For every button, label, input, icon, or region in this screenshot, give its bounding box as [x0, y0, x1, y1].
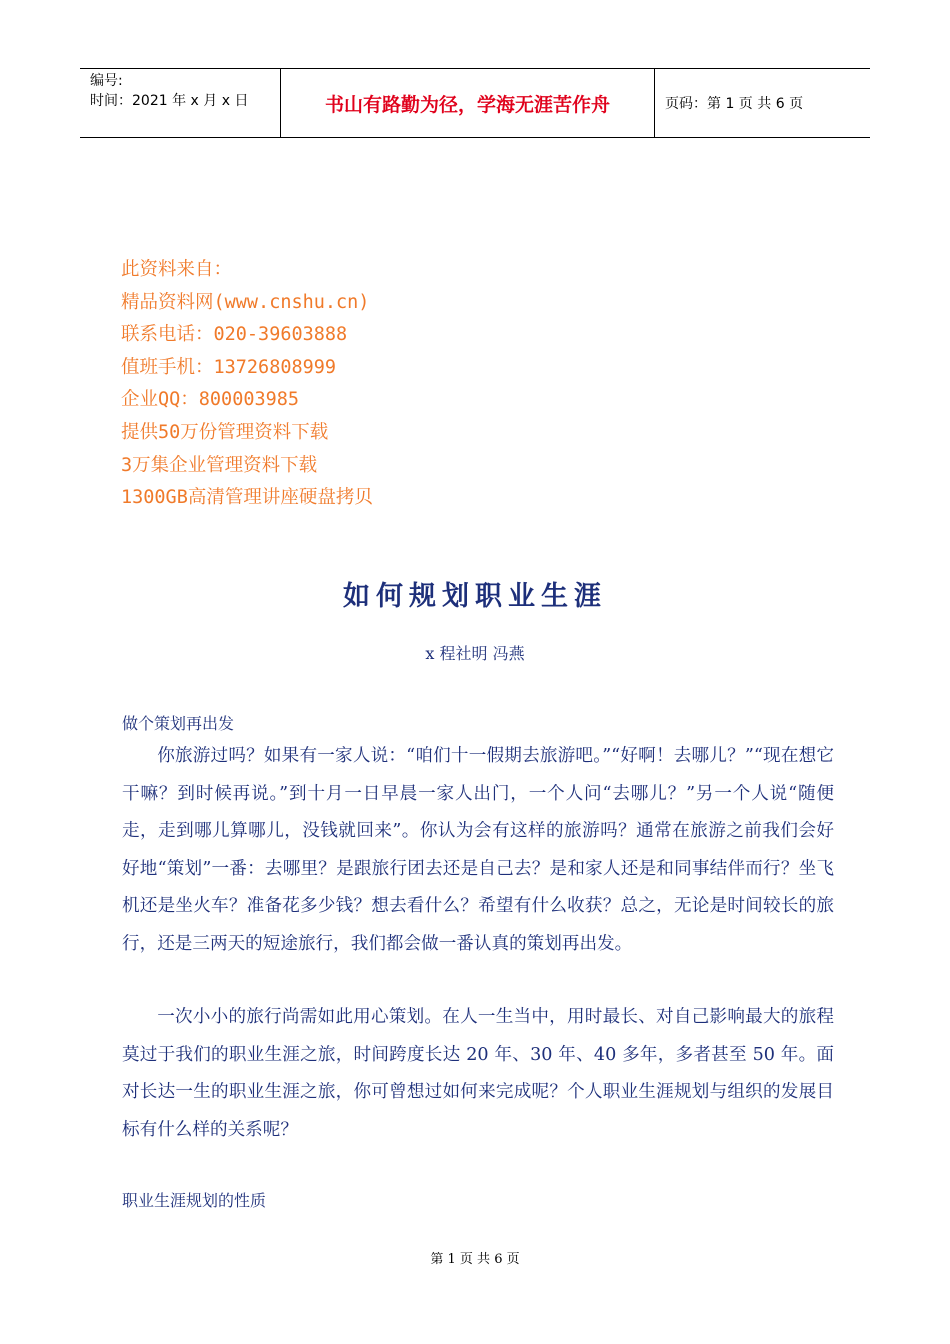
source-line: 提供50万份管理资料下载	[121, 421, 329, 443]
paragraph: 一次小小的旅行尚需如此用心策划。在人一生当中，用时最长、对自己影响最大的旅程莫过于我们的职业生涯之旅，时间跨度长达 20 年、30 年、40 多年，多者甚至 50 年。面对长达一生的职业生涯之旅，你可曾想过如何来完成呢？个人职业生涯规划与组织的发展目标有什么样的关系呢？	[122, 1007, 834, 1140]
time-label: 时间：2021 年 x 月 x 日	[90, 93, 249, 109]
page-info: 页码：第 1 页 共 6 页	[665, 96, 804, 112]
article-author: x 程社明 冯燕	[425, 644, 525, 663]
page-footer: 第 1 页 共 6 页	[430, 1252, 520, 1267]
motto: 书山有路勤为径，学海无涯苦作舟	[281, 69, 655, 137]
source-block	[121, 254, 373, 515]
header-meta-cell	[80, 69, 281, 137]
header-table	[80, 68, 870, 138]
source-line: 精品资料网(www.cnshu.cn)	[121, 291, 370, 313]
source-line: 联系电话：020-39603888	[121, 324, 348, 346]
paragraph: 你旅游过吗？如果有一家人说：“咱们十一假期去旅游吧。”“好啊！去哪儿？”“现在想它干嘛？到时候再说。”到十月一日早晨一家人出门，一个人问“去哪儿？”另一个人说“随便走，走到哪儿算哪儿，没钱就回来”。你认为会有这样的旅游吗？通常在旅游之前我们会好好地“策划”一番：去哪里？是跟旅行团去还是自己去？是和家人还是和同事结伴而行？坐飞机还是坐火车？准备花多少钱？想去看什么？希望有什么收获？总之，无论是时间较长的旅行，还是三两天的短途旅行，我们都会做一番认真的策划再出发。	[122, 746, 834, 954]
source-line: 1300GB高清管理讲座硬盘拷贝	[121, 487, 373, 509]
section-heading: 职业生涯规划的性质	[122, 1191, 267, 1210]
source-line: 值班手机：13726808999	[121, 356, 337, 378]
source-line: 企业QQ：800003985	[121, 389, 300, 411]
number-label: 编号:	[90, 73, 123, 89]
source-line: 3万集企业管理资料下载	[121, 454, 318, 476]
article-title: 如何规划职业生涯	[343, 581, 607, 612]
section-heading: 做个策划再出发	[122, 714, 235, 733]
source-line: 此资料来自：	[121, 259, 233, 280]
